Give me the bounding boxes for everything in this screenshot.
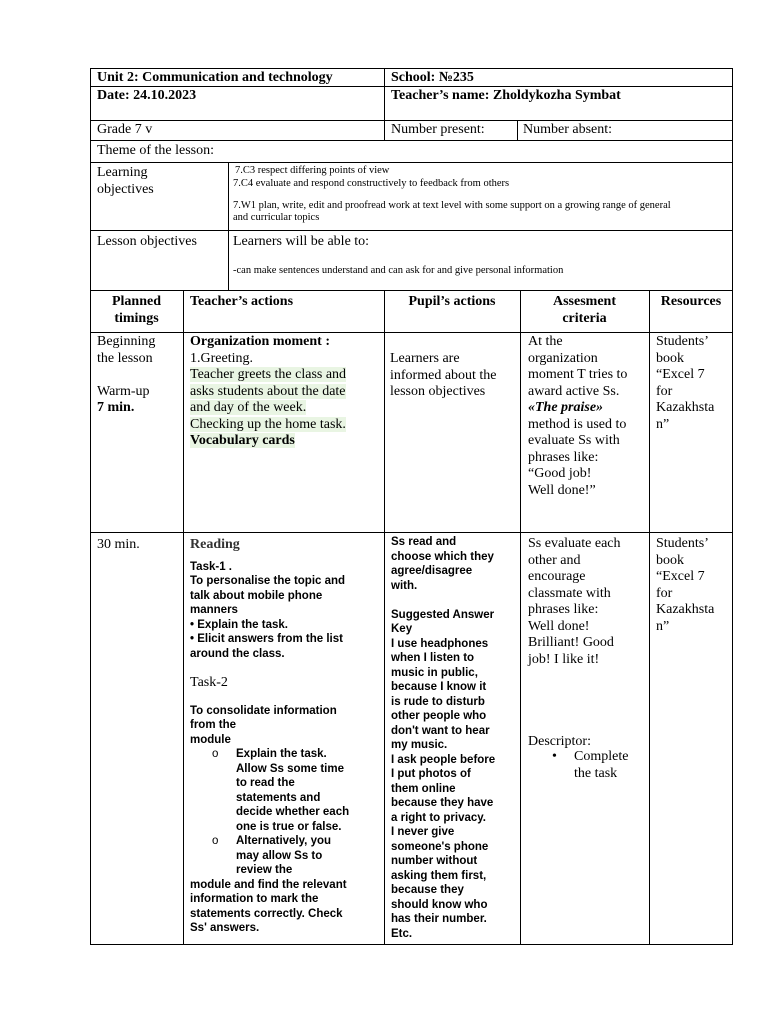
row1-teacher-actions: Organization moment : 1.Greeting. Teacher greets the class and asks students about the date and day of the week. Checking up the home task. Vocabulary cards: [190, 334, 347, 448]
teacher-name: Teacher’s name: Zholdykozha Symbat: [391, 88, 621, 103]
col-divider: [228, 162, 229, 290]
bullet-dot: •: [552, 749, 557, 764]
row2-pupil-actions: Ss read and choose which they agree/disagree with. Suggested Answer Key I use headphones when I listen to music in public, because I know it is rude to disturb other people who don't want to hear my music. I ask people before I put photos of them online because they have a right to privacy. I never give someone's phone number without asking them first, because they should know who has their number. Etc.: [391, 536, 496, 940]
row-divider: [90, 120, 733, 121]
col-divider: [517, 120, 518, 140]
objective-item: 7.C4 evaluate and respond constructively to feedback from others: [233, 178, 510, 189]
learning-objectives-label: Learning: [97, 165, 148, 180]
col-header-resources: Resources: [660, 294, 722, 309]
objective-item: and curricular topics: [233, 212, 320, 223]
row2-assessment: Ss evaluate each other and encourage classmate with phrases like: Well done! Brilliant! Good job! I like it!: [528, 536, 621, 667]
task2-block: To consolidate information from the module o Explain the task. Allow Ss some time to read the statements and decide whether each one is true or false. o Alternatively, you may allow Ss to review the module and find the relevant information to mark the statements correctly. Check Ss' answers.: [190, 704, 350, 934]
bullet-circle: o: [212, 748, 219, 760]
grade-label: Grade 7 v: [97, 122, 153, 137]
col-divider: [520, 290, 521, 945]
date-label: Date: 24.10.2023: [97, 88, 197, 103]
col-divider: [649, 290, 650, 945]
row-divider: [90, 332, 733, 333]
row2-teacher-actions: [190, 537, 349, 936]
school-label: School: №235: [391, 70, 474, 85]
lesson-objective-item: -can make sentences understand and can ask for and give personal information: [233, 265, 564, 276]
col-divider: [183, 290, 184, 945]
objective-item: 7.C3 respect differing points of view: [235, 165, 390, 176]
row2-timing: 30 min.: [97, 537, 140, 552]
col-header-timings: Planned timings: [111, 294, 161, 326]
bullet-circle: o: [212, 835, 219, 847]
col-divider: [384, 290, 385, 945]
col-header-assessment: Assesment criteria: [553, 294, 616, 326]
number-absent-label: Number absent:: [523, 122, 613, 137]
row-divider: [90, 140, 733, 141]
number-present-label: Number present:: [391, 122, 485, 137]
col-divider: [384, 68, 385, 140]
lesson-objectives-label: Lesson objectives: [97, 234, 197, 249]
row2-resources: Students’ book “Excel 7 for Kazakhsta n”: [656, 536, 715, 634]
col-header-teacher: Teacher’s actions: [190, 294, 294, 309]
row1-assessment: At the organization moment T tries to award active Ss. «The praise» method is used to evaluate Ss with phrases like: “Good job! Well done!”: [528, 334, 628, 498]
row1-timing: Beginning the lesson Warm-up 7 min.: [97, 334, 156, 415]
col-header-pupil: Pupil’s actions: [408, 294, 496, 309]
row1-pupil-actions: Learners are informed about the lesson objectives: [390, 351, 497, 399]
row1-resources: Students’ book “Excel 7 for Kazakhsta n”: [656, 334, 715, 432]
descriptor-label: Descriptor:: [528, 734, 591, 749]
task2-heading: Task-2: [190, 675, 228, 690]
objective-item: 7.W1 plan, write, edit and proofread work at text level with some support on a growing range of general: [233, 200, 671, 211]
task1-block: Task-1 . To personalise the topic and talk about mobile phone manners • Explain the task. • Elicit answers from the list around the class.: [190, 560, 346, 660]
learning-objectives-label: objectives: [97, 182, 154, 197]
row-divider: [90, 532, 733, 533]
unit-title: Unit 2: Communication and technology: [97, 70, 333, 85]
row-divider: [90, 162, 733, 163]
lesson-objectives-intro: Learners will be able to:: [233, 234, 370, 249]
row-divider: [90, 230, 733, 231]
row-divider: [90, 290, 733, 291]
descriptor-item: • Complete the task: [552, 749, 629, 781]
reading-heading: Reading: [190, 537, 240, 552]
theme-label: Theme of the lesson:: [97, 143, 215, 158]
